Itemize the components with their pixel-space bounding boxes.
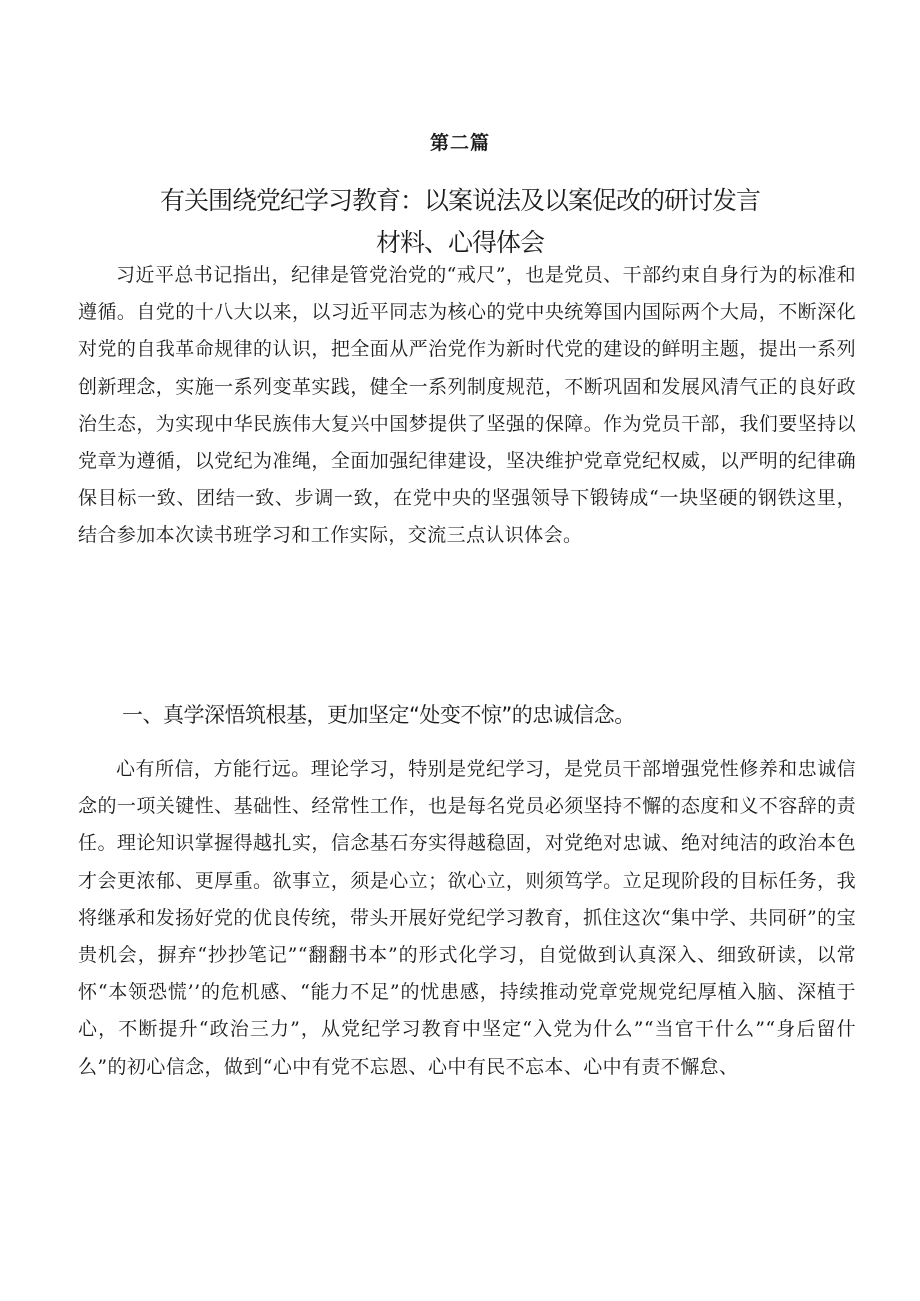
body-paragraph-1: 心有所信，方能行远。理论学习，特别是党纪学习，是党员干部增强党性修养和忠诚信念的一项关键性、基础性、经常性工作，也是每名党员必须坚持不懈的态度和义不容辞的责任。理论知识掌握得越扎实，信念基石夯实得越稳固，对党绝对忠诚、绝对纯洁的政治本色才会更浓郁、更厚重。欲事立，须是心立；欲心立，则须笃学。立足现阶段的目标任务，我将继承和发扬好党的优良传统，带头开展好党纪学习教育，抓住这次“集中学、共同研”的宝贵机会，摒弃“抄抄笔记”“翻翻书本”的形式化学习，自觉做到认真深入、细致研读，以常怀“本领恐慌’’的危机感、“能力不足”的忧患感，持续推动党章党规党纪厚植入脑、深植于心，不断提升“政治三力”，从党纪学习教育中坚定“入党为什么”“当官干什么”“身后留什么”的初心信念，做到“心中有党不忘恩、心中有民不忘本、心中有责不懈怠、 <box>78 758 856 1078</box>
title-line-2: 材料、心得体会 <box>375 228 544 257</box>
section-heading-1: 一、真学深悟筑根基，更加坚定“处变不惊”的忠诚信念。 <box>122 703 635 727</box>
document-title <box>60 180 860 264</box>
title-line-1: 有关围绕党纪学习教育：以案说法及以案促改的研讨发言 <box>159 186 760 215</box>
section-label: 第二篇 <box>429 132 490 154</box>
intro-paragraph: 习近平总书记指出，纪律是管党治党的“戒尺”，也是党员、干部约束自身行为的标准和遵循。自党的十八大以来，以习近平同志为核心的党中央统筹国内国际两个大局，不断深化对党的自我革命规律的认识，把全面从严治党作为新时代党的建设的鲜明主题，提出一系列创新理念，实施一系列变革实践，健全一系列制度规范，不断巩固和发展风清气正的良好政治生态，为实现中华民族伟大复兴中国梦提供了坚强的保障。作为党员干部，我们要坚持以党章为遵循，以党纪为准绳，全面加强纪律建设，坚决维护党章党纪权威，以严明的纪律确保目标一致、团结一致、步调一致，在党中央的坚强领导下锻铸成“一块坚硬的钢铁这里，结合参加本次读书班学习和工作实际，交流三点认识体会。 <box>78 264 856 547</box>
